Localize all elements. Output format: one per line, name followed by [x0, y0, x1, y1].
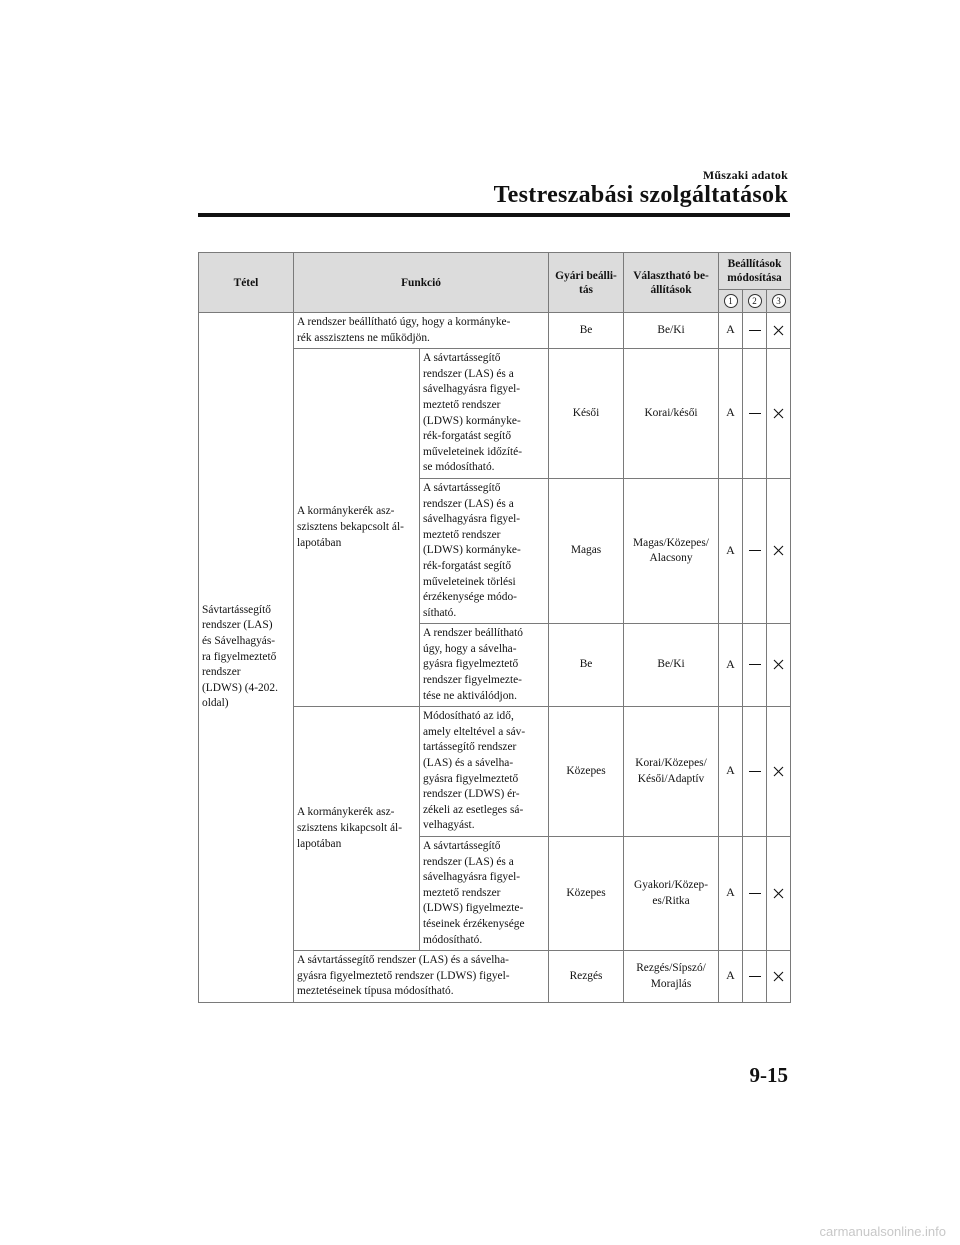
mod-cell-1: [719, 951, 743, 1003]
group-off: A kormánykerék asz- szisztens kikapcsolt ál- lapotában: [294, 707, 420, 951]
mod-cell-3: [767, 837, 791, 951]
factory-cell: Rezgés: [549, 951, 624, 1003]
dash-icon: [749, 664, 761, 665]
cross-icon: [773, 545, 784, 556]
mod-cell-3: [767, 349, 791, 479]
dash-icon: [749, 976, 761, 977]
factory-cell: Késői: [549, 349, 624, 479]
selectable-cell: Magas/Közepes/ Alacsony: [624, 478, 719, 623]
mod-cell-1: [719, 624, 743, 707]
function-cell: A sávtartássegítő rendszer (LAS) és a sávelhagyásra figyel- meztető rendszer (LDWS) figyelmezte- téseinek érzékenysége módosítható.: [420, 837, 549, 951]
page-number: 9-15: [749, 1063, 788, 1087]
header-factory: Gyári beálli- tás: [549, 253, 624, 313]
mod-col-3: [767, 290, 791, 313]
function-cell: A sávtartássegítő rendszer (LAS) és a sávelhagyásra figyel- meztető rendszer (LDWS) kormányke- rék-forgatást segítő műveleteinek törlési érzékenysége módo- sítható.: [420, 478, 549, 623]
factory-cell: Közepes: [549, 837, 624, 951]
mod-col-1: [719, 290, 743, 313]
mod-cell-1: [719, 837, 743, 951]
settings-table: [198, 252, 791, 1003]
factory-cell: Közepes: [549, 707, 624, 837]
mod-letter: A: [726, 763, 735, 778]
table-row: [199, 313, 791, 349]
mod-letter: A: [726, 322, 735, 337]
mod-cell-3: [767, 478, 791, 623]
dash-icon: [749, 893, 761, 894]
function-cell: A rendszer beállítható úgy, hogy a kormányke- rék asszisztens ne működjön.: [294, 313, 549, 349]
mod-cell-2: [743, 951, 767, 1003]
mod-cell-1: [719, 707, 743, 837]
mod-cell-3: [767, 951, 791, 1003]
selectable-cell: Be/Ki: [624, 624, 719, 707]
mod-cell-2: [743, 313, 767, 349]
function-cell: Módosítható az idő, amely elteltével a sáv- tartássegítő rendszer (LAS) és a sávelha- gyásra figyelmeztető rendszer (LDWS) ér- zékeli az esetleges sá- velhagyást.: [420, 707, 549, 837]
function-cell: A sávtartássegítő rendszer (LAS) és a sávelhagyásra figyel- meztető rendszer (LDWS) kormányke- rék-forgatást segítő műveleteinek időzíté- se módosítható.: [420, 349, 549, 479]
cross-icon: [773, 971, 784, 982]
mod-letter: A: [726, 405, 735, 420]
mod-letter: A: [726, 542, 735, 557]
cross-icon: [773, 408, 784, 419]
header-selectable: Választható be- állítások: [624, 253, 719, 313]
watermark: carmanualsonline.info: [819, 1224, 946, 1239]
factory-cell: Magas: [549, 478, 624, 623]
cross-icon: [773, 325, 784, 336]
mod-cell-3: [767, 624, 791, 707]
dash-icon: [749, 550, 761, 551]
circle-number-icon: 1: [724, 294, 738, 308]
selectable-cell: Be/Ki: [624, 313, 719, 349]
mod-cell-2: [743, 624, 767, 707]
mod-cell-2: [743, 707, 767, 837]
selectable-cell: Korai/Közepes/ Késői/Adaptív: [624, 707, 719, 837]
selectable-cell: Gyakori/Közep- es/Ritka: [624, 837, 719, 951]
selectable-cell: Korai/késői: [624, 349, 719, 479]
factory-cell: Be: [549, 313, 624, 349]
factory-cell: Be: [549, 624, 624, 707]
circle-number-icon: 3: [772, 294, 786, 308]
dash-icon: [749, 413, 761, 414]
cross-icon: [773, 888, 784, 899]
mod-cell-3: [767, 707, 791, 837]
mod-cell-2: [743, 837, 767, 951]
mod-letter: A: [726, 968, 735, 983]
mod-cell-2: [743, 349, 767, 479]
mod-cell-3: [767, 313, 791, 349]
mod-cell-1: [719, 478, 743, 623]
function-cell: A rendszer beállítható úgy, hogy a sávelha- gyásra figyelmeztető rendszer figyelmezte- tése ne aktiválódjon.: [420, 624, 549, 707]
dash-icon: [749, 330, 761, 331]
page-title: Testreszabási szolgáltatások: [493, 182, 788, 208]
group-on: A kormánykerék asz- szisztens bekapcsolt ál- lapotában: [294, 349, 420, 707]
selectable-cell: Rezgés/Sípszó/ Morajlás: [624, 951, 719, 1003]
cross-icon: [773, 766, 784, 777]
circle-number-icon: 2: [748, 294, 762, 308]
mod-letter: A: [726, 885, 735, 900]
mod-cell-1: [719, 313, 743, 349]
section-label: Műszaki adatok: [702, 168, 788, 182]
header-rule: [198, 213, 790, 217]
mod-cell-1: [719, 349, 743, 479]
cross-icon: [773, 659, 784, 670]
header-item: Tétel: [199, 253, 294, 313]
function-cell: A sávtartássegítő rendszer (LAS) és a sávelha- gyásra figyelmeztető rendszer (LDWS) figyel- meztetéseinek típusa módosítható.: [294, 951, 549, 1003]
mod-cell-2: [743, 478, 767, 623]
mod-letter: A: [726, 656, 735, 671]
item-name: Sávtartássegítő rendszer (LAS) és Sávelhagyás- ra figyelmeztető rendszer (LDWS) (4-202. oldal): [199, 313, 294, 1003]
table-header-row: [199, 253, 791, 290]
header-modify: Beállítások módosítása: [719, 253, 791, 290]
dash-icon: [749, 771, 761, 772]
header-function: Funkció: [294, 253, 549, 313]
mod-col-2: [743, 290, 767, 313]
